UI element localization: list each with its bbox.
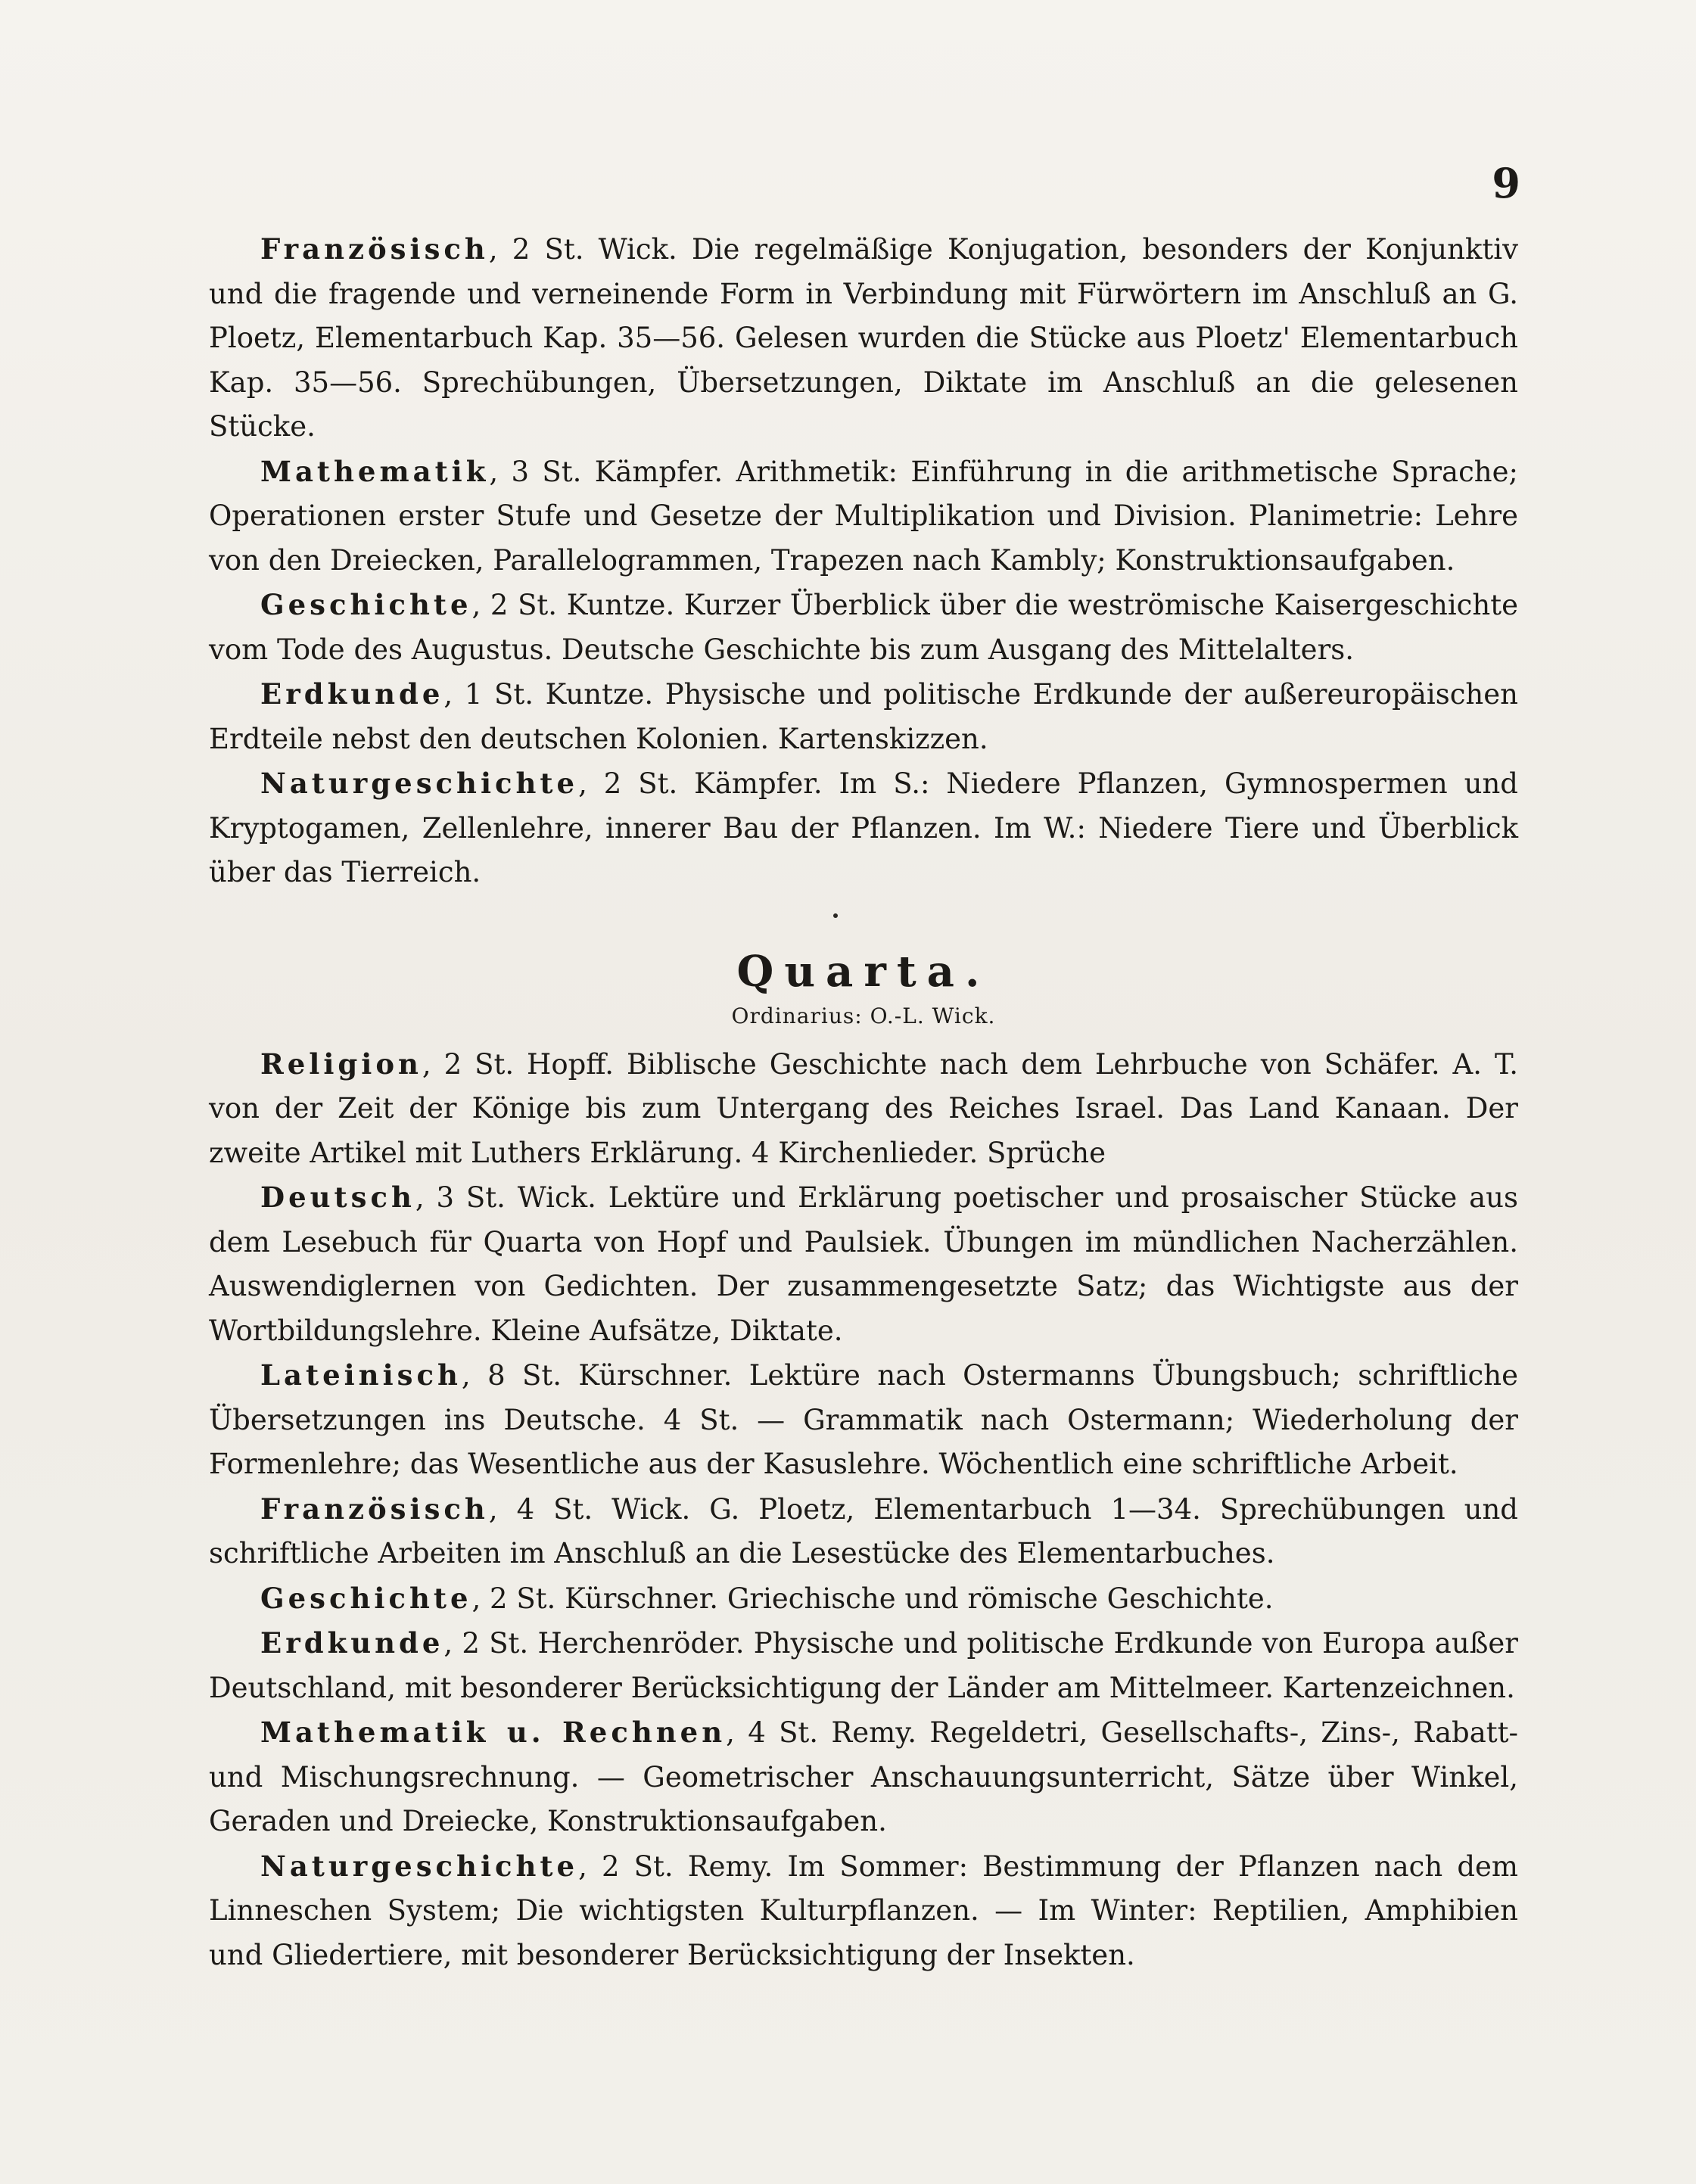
subject-name: Lateinisch (260, 1358, 462, 1392)
subject-text: , 1 St. Kuntze. Physische und politische Erdkunde der außereuropäischen Erdteile nebst den deutschen Kolonien. Kartenskizzen. (209, 678, 1518, 755)
section-quarta (209, 947, 1518, 1978)
subject-paragraph (209, 672, 1518, 761)
subject-text: , 3 St. Wick. Lektüre und Erklärung poetischer und prosaischer Stücke aus dem Lesebuch für Quarta von Hopf und Paulsiek. Übungen im mündlichen Nacherzählen. Auswendiglernen von Gedichten. Der zusammengesetzte Satz; das Wichtigste aus der Wortbildungslehre. Kleine Aufsätze, Diktate. (209, 1181, 1518, 1347)
subject-name: Deutsch (260, 1181, 415, 1214)
subject-name: Naturgeschichte (260, 1849, 579, 1883)
subject-text: , 3 St. Kämpfer. Arithmetik: Einführung in die arithmetische Sprache; Operationen erster Stufe und Gesetze der Multiplikation und Division. Planimetrie: Lehre von den Dreiecken, Parallelogrammen, Trapezen nach Kambly; Konstruktionsaufgaben. (209, 455, 1518, 577)
subject-paragraph (209, 1042, 1518, 1176)
subject-text: , 8 St. Kürschner. Lektüre nach Ostermanns Übungsbuch; schriftliche Übersetzungen ins Deutsche. 4 St. — Grammatik nach Ostermann; Wiederholung der Formenlehre; das Wesentliche aus der Kasuslehre. Wöchentlich eine schriftliche Arbeit. (209, 1359, 1518, 1480)
section-title: Quarta. (736, 946, 991, 997)
subject-text: , 2 St. Kürschner. Griechische und römische Geschichte. (471, 1582, 1274, 1615)
subject-paragraph (209, 761, 1518, 895)
subject-text: , 4 St. Wick. G. Ploetz, Elementarbuch 1—34. Sprechübungen und schriftliche Arbeiten im Anschluß an die Lesestücke des Elementarbuches. (209, 1492, 1518, 1570)
subject-paragraph (209, 1353, 1518, 1487)
subject-name: Französisch (260, 1492, 489, 1526)
subject-paragraph (209, 1175, 1518, 1353)
subject-paragraph (209, 1487, 1518, 1576)
subject-text: , 2 St. Herchenröder. Physische und politische Erdkunde von Europa außer Deutschland, mit besonderer Berücksichtigung der Länder am Mittelmeer. Kartenzeichnen. (209, 1627, 1518, 1704)
page-content (209, 227, 1518, 1977)
section-previous-class (209, 227, 1518, 895)
subject-paragraph (209, 450, 1518, 583)
subject-paragraph (209, 1710, 1518, 1844)
subject-name: Erdkunde (260, 1626, 444, 1660)
subject-paragraph (209, 1621, 1518, 1710)
subject-text: , 2 St. Kämpfer. Im S.: Niedere Pflanzen, Gymnospermen und Kryptogamen, Zellenlehre, innerer Bau der Pflanzen. Im W.: Niedere Tiere und Überblick über das Tierreich. (209, 767, 1518, 888)
subject-name: Mathematik (260, 454, 490, 488)
subject-text: , 2 St. Kuntze. Kurzer Überblick über die weströmische Kaisergeschichte vom Tode des Augustus. Deutsche Geschichte bis zum Ausgang des Mittelalters. (209, 589, 1518, 666)
subject-name: Mathematik u. Rechnen (260, 1716, 727, 1749)
subject-text: , 4 St. Remy. Regeldetri, Gesellschafts-, Zins-, Rabatt- und Mischungsrechnung. — Geometrischer Anschauungsunterricht, Sätze über Winkel, Geraden und Dreiecke, Konstruktionsaufgaben. (209, 1716, 1518, 1837)
subject-paragraph (209, 227, 1518, 450)
ordinarius-line: Ordinarius: O.-L. Wick. (731, 1003, 996, 1028)
subject-paragraph (209, 1576, 1518, 1622)
subject-paragraph (209, 583, 1518, 672)
subject-text: , 2 St. Remy. Im Sommer: Bestimmung der Pflanzen nach dem Linneschen System; Die wichtigsten Kulturpflanzen. — Im Winter: Reptilien, Amphibien und Gliedertiere, mit besonderer Berücksichtigung der Insekten. (209, 1850, 1518, 1971)
page-number: 9 (1492, 159, 1520, 207)
subject-name: Religion (260, 1047, 422, 1081)
subject-name: Französisch (260, 232, 489, 266)
subject-name: Erdkunde (260, 677, 444, 711)
subject-name: Naturgeschichte (260, 767, 579, 800)
subject-name: Geschichte (260, 1581, 472, 1615)
subject-name: Geschichte (260, 588, 472, 621)
subject-text: , 2 St. Wick. Die regelmäßige Konjugation, besonders der Konjunktiv und die fragende und verneinende Form in Verbindung mit Fürwörtern im Anschluß an G. Ploetz, Elementarbuch Kap. 35—56. Gelesen wurden die Stücke aus Ploetz' Elementarbuch Kap. 35—56. Sprechübungen, Übersetzungen, Diktate im Anschluß an die gelesenen Stücke. (209, 233, 1518, 443)
subject-paragraph (209, 1844, 1518, 1978)
subject-text: , 2 St. Hopff. Biblische Geschichte nach dem Lehrbuche von Schäfer. A. T. von der Zeit der Könige bis zum Untergang des Reiches Israel. Das Land Kanaan. Der zweite Artikel mit Luthers Erklärung. 4 Kirchenlieder. Sprüche (209, 1047, 1518, 1169)
